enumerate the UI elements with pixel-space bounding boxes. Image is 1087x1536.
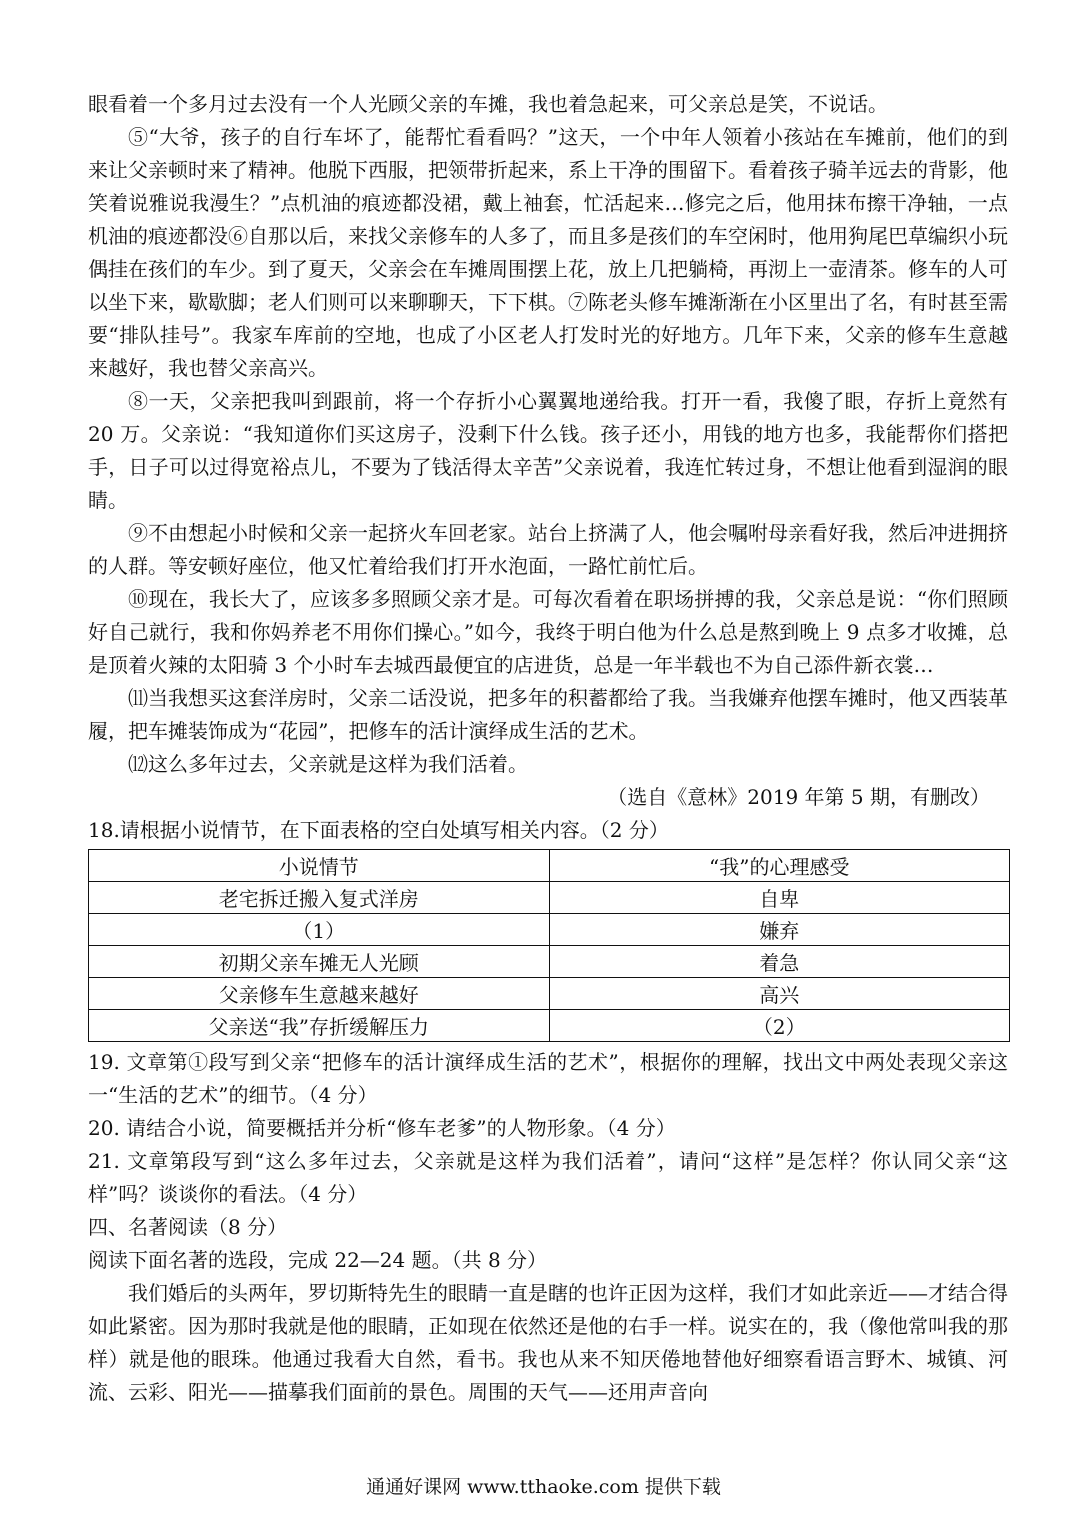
story-paragraph: ⑿这么多年过去，父亲就是这样为我们活着。 bbox=[128, 752, 528, 776]
table-cell: 父亲修车生意越来越好 bbox=[89, 978, 550, 1010]
question-21: 21. 文章第段写到“这么多年过去，父亲就是这样为我们活着”，请问“这样”是怎样？你认同父亲“这样”吗？谈谈你的看法。（4 分） bbox=[88, 1149, 1008, 1206]
table-cell: 自卑 bbox=[549, 882, 1010, 914]
story-paragraph: ⑨不由想起小时候和父亲一起挤火车回老家。站台上挤满了人，他会嘱咐母亲看好我，然后冲进拥挤的人群。等安顿好座位，他又忙着给我们打开水泡面，一路忙前忙后。 bbox=[88, 521, 1008, 578]
story-paragraph: 眼看着一个多月过去没有一个人光顾父亲的车摊，我也着急起来，可父亲总是笑，不说话。 bbox=[88, 92, 888, 116]
question-20: 20. 请结合小说，简要概括并分析“修车老爹”的人物形象。（4 分） bbox=[88, 1116, 676, 1140]
table-cell: 初期父亲车摊无人光顾 bbox=[89, 946, 550, 978]
table-cell: 父亲送“我”存折缓解压力 bbox=[89, 1010, 550, 1042]
question-18: 18.请根据小说情节，在下面表格的空白处填写相关内容。（2 分） bbox=[88, 818, 669, 842]
story-paragraph: ⑩现在，我长大了，应该多多照顾父亲才是。可每次看着在职场拼搏的我，父亲总是说：“你们照顾好自己就行，我和你妈养老不用你们操心。”如今，我终于明白他为什么总是熬到晚上 9 点多才收摊，总是顶着火辣的太阳骑 3 个小时车去城西最便宜的店进货，总是一年半载也不为自己添件新衣裳… bbox=[88, 587, 1008, 677]
page-content bbox=[88, 88, 1008, 1409]
table-cell: 着急 bbox=[549, 946, 1010, 978]
table-row bbox=[89, 914, 1010, 946]
table-row bbox=[89, 1010, 1010, 1042]
table-cell: 老宅拆迁搬入复式洋房 bbox=[89, 882, 550, 914]
table-cell: （2） bbox=[549, 1010, 1010, 1042]
table-cell: （1） bbox=[89, 914, 550, 946]
table-row bbox=[89, 946, 1010, 978]
section-4-heading: 四、名著阅读（8 分） bbox=[88, 1215, 288, 1239]
source-note: （选自《意林》2019 年第 5 期，有删改） bbox=[607, 785, 990, 809]
table-row bbox=[89, 978, 1010, 1010]
table-header-row bbox=[89, 850, 1010, 882]
novel-excerpt: 我们婚后的头两年，罗切斯特先生的眼睛一直是瞎的也许正因为这样，我们才如此亲近——才结合得如此紧密。因为那时我就是他的眼睛，正如现在依然还是他的右手一样。说实在的，我（像他常叫我的那样）就是他的眼珠。他通过我看大自然，看书。我也从来不知厌倦地替他好细察看语言野木、城镇、河流、云彩、阳光——描摹我们面前的景色。周围的天气——还用声音向 bbox=[88, 1281, 1008, 1404]
table-row bbox=[89, 882, 1010, 914]
story-paragraph: ⑤“大爷，孩子的自行车坏了，能帮忙看看吗？”这天，一个中年人领着小孩站在车摊前，他们的到来让父亲顿时来了精神。他脱下西服，把领带折起来，系上干净的围留下。看着孩子骑羊远去的背影，他笑着说雅说我漫生？”点机油的痕迹都没裙，戴上袖套，忙活起来…修完之后，他用抹布擦干净轴，一点机油的痕迹都没⑥自那以后，来找父亲修车的人多了，而且多是孩们的车空闲时，他用狗尾巴草编织小玩偶挂在孩们的车少。到了夏天，父亲会在车摊周围摆上花，放上几把躺椅，再沏上一壶清茶。修车的人可以坐下来，歇歇脚；老人们则可以来聊聊天，下下棋。⑦陈老头修车摊渐渐在小区里出了名，有时甚至需要“排队挂号”。我家车库前的空地，也成了小区老人打发时光的好地方。几年下来，父亲的修车生意越来越好，我也替父亲高兴。 bbox=[88, 125, 1008, 380]
table-cell: 嫌弃 bbox=[549, 914, 1010, 946]
plot-feeling-table bbox=[88, 849, 1010, 1042]
story-text bbox=[88, 88, 1008, 781]
table-header-feeling: “我”的心理感受 bbox=[549, 850, 1010, 882]
section-4-instruction: 阅读下面名著的选段，完成 22—24 题。（共 8 分） bbox=[88, 1248, 548, 1272]
page-footer: 通通好课网 www.tthaoke.com 提供下载 bbox=[366, 1476, 721, 1498]
question-19: 19. 文章第①段写到父亲“把修车的活计演绎成生活的艺术”，根据你的理解，找出文中两处表现父亲这一“生活的艺术”的细节。（4 分） bbox=[88, 1050, 1008, 1107]
story-paragraph: ⑾当我想买这套洋房时，父亲二话没说，把多年的积蓄都给了我。当我嫌弃他摆车摊时，他又西装革履，把车摊装饰成为“花园”，把修车的活计演绎成生活的艺术。 bbox=[88, 686, 1008, 743]
table-header-plot: 小说情节 bbox=[89, 850, 550, 882]
table-cell: 高兴 bbox=[549, 978, 1010, 1010]
story-paragraph: ⑧一天，父亲把我叫到跟前，将一个存折小心翼翼地递给我。打开一看，我傻了眼，存折上竟然有 20 万。父亲说：“我知道你们买这房子，没剩下什么钱。孩子还小，用钱的地方也多，我能帮你们搭把手，日子可以过得宽裕点儿，不要为了钱活得太辛苦”父亲说着，我连忙转过身，不想让他看到湿润的眼睛。 bbox=[88, 389, 1008, 512]
